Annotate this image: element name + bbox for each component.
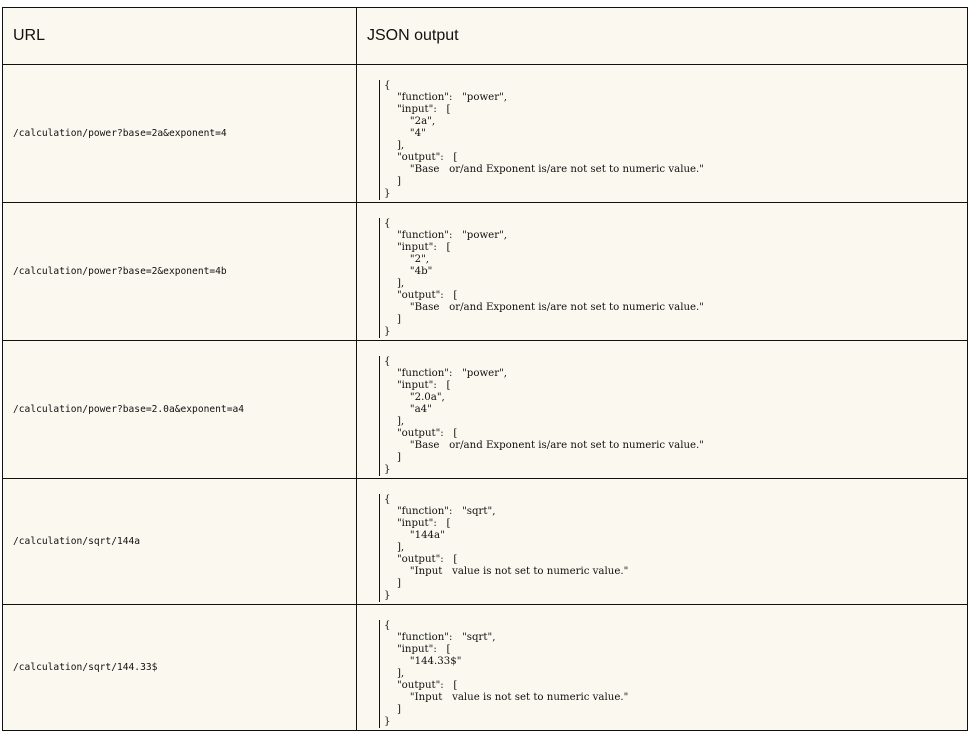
- json-output-cell: [357, 341, 968, 479]
- json-output-cell: [357, 203, 968, 341]
- json-output-block: { "function": "sqrt", "input": [ "144a" ], "output": [ "Input value is not set to numeric value." ] }: [379, 494, 967, 602]
- table-row: [3, 65, 968, 203]
- table-row: [3, 605, 968, 731]
- json-output-block: { "function": "power", "input": [ "2", "4b" ], "output": [ "Base or/and Exponent is/are not set to numeric value." ] }: [379, 218, 967, 338]
- json-output-cell: [357, 65, 968, 203]
- table-header-row: [3, 8, 968, 65]
- results-table: [2, 7, 968, 731]
- table-row: [3, 341, 968, 479]
- json-output-cell: [357, 479, 968, 605]
- url-cell: /calculation/power?base=2a&exponent=4: [3, 65, 357, 203]
- json-output-cell: [357, 605, 968, 731]
- json-column-header: JSON output: [357, 8, 968, 65]
- table-row: [3, 203, 968, 341]
- url-cell: /calculation/power?base=2&exponent=4b: [3, 203, 357, 341]
- url-cell: /calculation/sqrt/144a: [3, 479, 357, 605]
- url-cell: /calculation/sqrt/144.33$: [3, 605, 357, 731]
- url-cell: /calculation/power?base=2.0a&exponent=a4: [3, 341, 357, 479]
- url-column-header: URL: [3, 8, 357, 65]
- json-output-block: { "function": "power", "input": [ "2.0a", "a4" ], "output": [ "Base or/and Exponent is/are not set to numeric value." ] }: [379, 356, 967, 476]
- table-row: [3, 479, 968, 605]
- json-output-block: { "function": "power", "input": [ "2a", "4" ], "output": [ "Base or/and Exponent is/are not set to numeric value." ] }: [379, 80, 967, 200]
- json-output-block: { "function": "sqrt", "input": [ "144.33$" ], "output": [ "Input value is not set to numeric value." ] }: [379, 620, 967, 728]
